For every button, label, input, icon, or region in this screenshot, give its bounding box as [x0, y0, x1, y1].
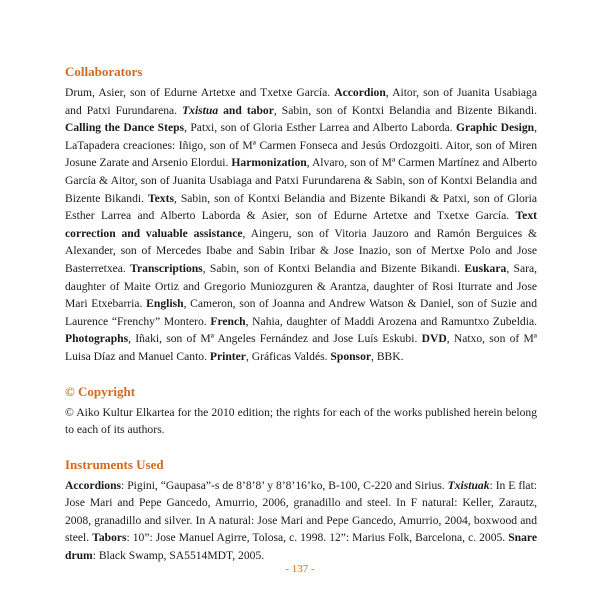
text-run: , LaTapadera creaciones: Iñigo, son of Mª Carmen Fonseca and Jesús Ordozgoiti. Aitor, son of Miren Josune Zarate and Arsenio Elordui. [65, 121, 537, 170]
copyright-text [65, 404, 537, 439]
text-run: , BBK. [371, 349, 404, 363]
text-run: , Aitor, son of Juanita Usabiaga and Patxi Furundarena. [65, 86, 537, 117]
page-number: - 137 - [285, 563, 315, 575]
text-run: , Patxi, son of Gloria Esther Larrea and Alberto Laborda. [184, 121, 456, 135]
text-run: , Nahia, daughter of Maddi Arozena and Ramuntxo Zubeldia. [245, 314, 537, 328]
text-run: © Aiko Kultur Elkartea for the 2010 edition; the rights for each of the works published herein belong to each of its authors. [65, 405, 537, 437]
bold-run: Transcriptions [130, 261, 203, 275]
text-run: , Cameron, son of Joanna and Andrew Watson & Daniel, son of Suzie and Laurence “Frenchy” Montero. [65, 297, 538, 328]
text-run: Drum, Asier, son of Edurne Artetxe and Txetxe García. [65, 86, 335, 99]
bold-run: Tabors [92, 531, 127, 545]
text-run: , Alvaro, son of Mª Carmen Martínez and Alberto García & Aitor, son of Juanita Usabiaga and Patxi Furundarena & Sabin, son of Kontxi Belandia and Bizente Bikandi. [65, 156, 537, 205]
bold-run: Accordions [65, 478, 122, 492]
collaborators-text [65, 84, 537, 366]
bold-run: Photographs [65, 332, 129, 346]
bold-italic-run: Txistua [182, 103, 219, 117]
page-content [65, 63, 537, 582]
bold-italic-run: Txistuak [447, 478, 490, 492]
bold-run: Texts [147, 191, 174, 205]
bold-run: Graphic Design [455, 121, 535, 135]
instruments-section [65, 456, 537, 565]
text-run: , Natxo, son of Mª Luisa Díaz and Manuel Canto. [65, 332, 538, 363]
text-run: , Iñaki, son of Mª Angeles Fernández and Jose Luís Eskubi. [128, 332, 422, 346]
text-run: : Black Swamp, SA5514MDT, 2005. [92, 549, 265, 563]
copyright-section [65, 383, 537, 439]
bold-run: Text correction and valuable assistance [65, 209, 537, 240]
text-run: , Sara, daughter of Maite Ortiz and Gregorio Muniozguren & Arantza, daughter of Rosi Iturrate and Jose Mari Etxebarria. [65, 261, 537, 311]
collaborators-heading: Collaborators [65, 64, 143, 79]
instruments-heading: Instruments Used [65, 456, 164, 472]
bold-run: English [146, 297, 184, 311]
bold-run: Harmonization [231, 156, 307, 170]
text-run: : In E flat: Jose Mari and Pepe Gancedo, Amurrio, 2006, granadillo and steel. In F natural: Keller, Zarautz, 2008, granadillo and silver. In A natural: Jose Mari and Pepe Gancedo, Amurrio, 2004, boxwood and steel. [65, 478, 538, 545]
text-run: , Sabin, son of Kontxi Belandia and Bizente Bikandi & Patxi, son of Gloria Esther Larrea and Alberto Laborda & Asier, son of Edurne Artetxe and Txetxe García. [65, 191, 537, 223]
bold-run: Sponsor [330, 349, 372, 363]
bold-run: Calling the Dance Steps [65, 121, 185, 135]
bold-run: Printer [209, 349, 246, 363]
text-run: , Gráficas Valdés. [245, 349, 331, 363]
bold-run: Euskara [464, 261, 507, 275]
instruments-text [65, 477, 537, 565]
text-run: , Sabin, son of Kontxi Belandia and Bizente Bikandi. [273, 103, 538, 117]
bold-run: and tabor [218, 103, 274, 117]
bold-run: Accordion [334, 86, 386, 99]
copyright-heading: © Copyright [65, 383, 136, 399]
bold-run: French [210, 314, 246, 328]
collaborators-section [65, 63, 537, 366]
text-run: : 10”: Jose Manuel Agirre, Tolosa, c. 1998. 12”: Marius Folk, Barcelona, c. 2005. [126, 531, 509, 545]
text-run: , Aingeru, son of Vitoria Jauzoro and Ramón Berguices & Alexander, son of Mercedes Ibabe and Sabin Iribar & Jose Inazio, son of Mertxe Polo and Jose Basterretxea. [65, 226, 537, 275]
text-run: , Sabin, son of Kontxi Belandia and Bizente Bikandi. [202, 261, 465, 275]
bold-run: Snare drum [65, 531, 537, 563]
bold-run: DVD [421, 332, 447, 346]
text-run: : Pigini, “Gaupasa”-s de 8’8’8’ y 8’8’16’ko, B-100, C-220 and Sirius. [121, 478, 448, 492]
